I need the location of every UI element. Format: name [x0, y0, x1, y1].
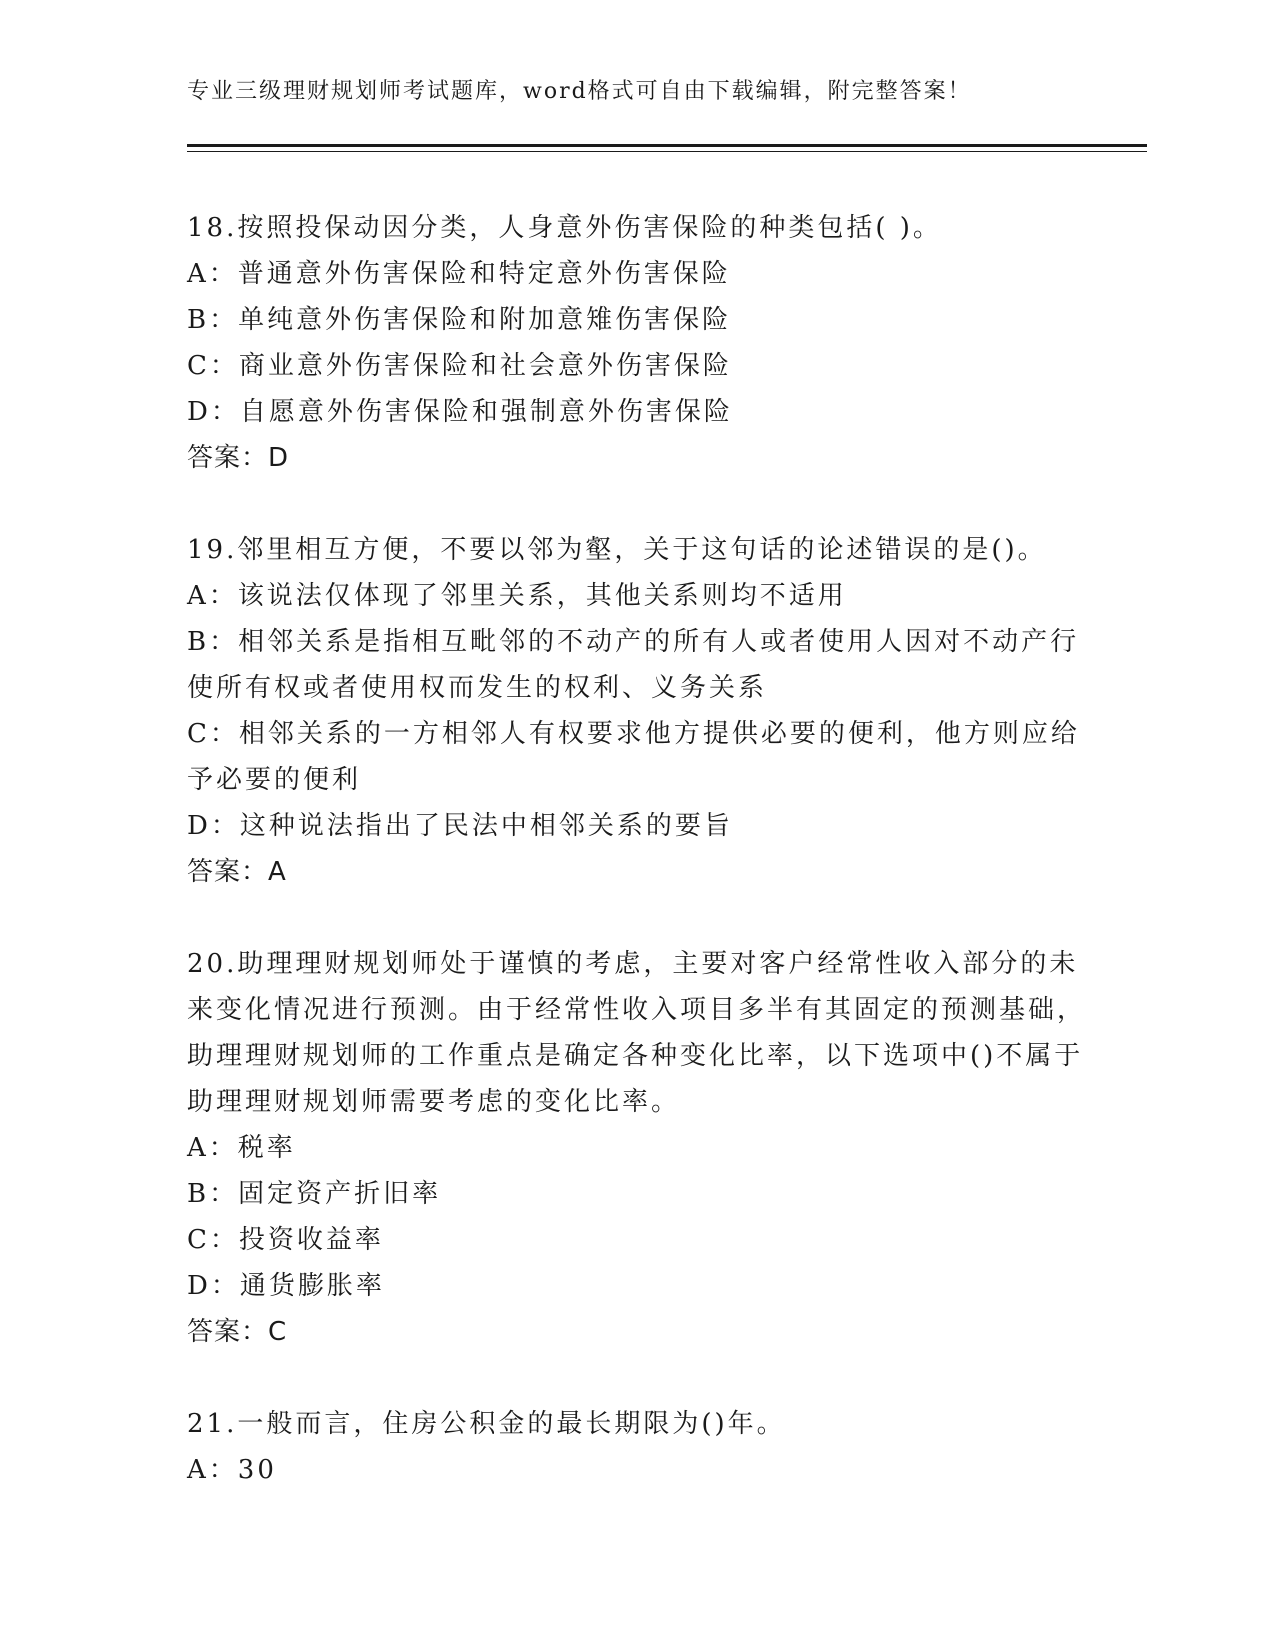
answer: 答案：A [187, 857, 287, 887]
option-a: A：普通意外伤害保险和特定意外伤害保险 [187, 259, 731, 289]
question-stem: 19.邻里相互方便，不要以邻为壑，关于这句话的论述错误的是()。 [187, 535, 1047, 565]
document-header: 专业三级理财规划师考试题库，word格式可自由下载编辑，附完整答案！ [187, 79, 972, 104]
option-a: A：该说法仅体现了邻里关系，其他关系则均不适用 [187, 581, 847, 611]
question-stem: 21.一般而言，住房公积金的最长期限为()年。 [187, 1409, 786, 1439]
option-a: A：30 [187, 1455, 277, 1485]
option-d: D：自愿意外伤害保险和强制意外伤害保险 [187, 397, 733, 427]
question-18 [187, 205, 1087, 481]
option-a: A：税率 [187, 1133, 296, 1163]
header-rule-thick [187, 144, 1147, 147]
option-c: C：投资收益率 [187, 1225, 384, 1255]
option-c: C：相邻关系的一方相邻人有权要求他方提供必要的便利，他方则应给予必要的便利 [187, 719, 1080, 795]
option-d: D：这种说法指出了民法中相邻关系的要旨 [187, 811, 733, 841]
answer: 答案：C [187, 1317, 288, 1347]
question-21 [187, 1401, 1087, 1493]
question-stem: 20.助理理财规划师处于谨慎的考虑，主要对客户经常性收入部分的未来变化情况进行预测。由于经常性收入项目多半有其固定的预测基础，助理理财规划师的工作重点是确定各种变化比率，以下选项中()不属于助理理财规划师需要考虑的变化比率。 [187, 949, 1087, 1117]
option-b: B：相邻关系是指相互毗邻的不动产的所有人或者使用人因对不动产行使所有权或者使用权而发生的权利、义务关系 [187, 627, 1080, 703]
question-stem: 18.按照投保动因分类，人身意外伤害保险的种类包括( )。 [187, 213, 942, 243]
option-b: B：固定资产折旧率 [187, 1179, 442, 1209]
option-c: C：商业意外伤害保险和社会意外伤害保险 [187, 351, 732, 381]
option-b: B：单纯意外伤害保险和附加意雉伤害保险 [187, 305, 732, 335]
header-rule-thin [187, 151, 1147, 152]
question-20 [187, 941, 1087, 1355]
question-list [187, 205, 1087, 1493]
option-d: D：通货膨胀率 [187, 1271, 385, 1301]
answer: 答案：D [187, 443, 290, 473]
question-19 [187, 527, 1087, 895]
